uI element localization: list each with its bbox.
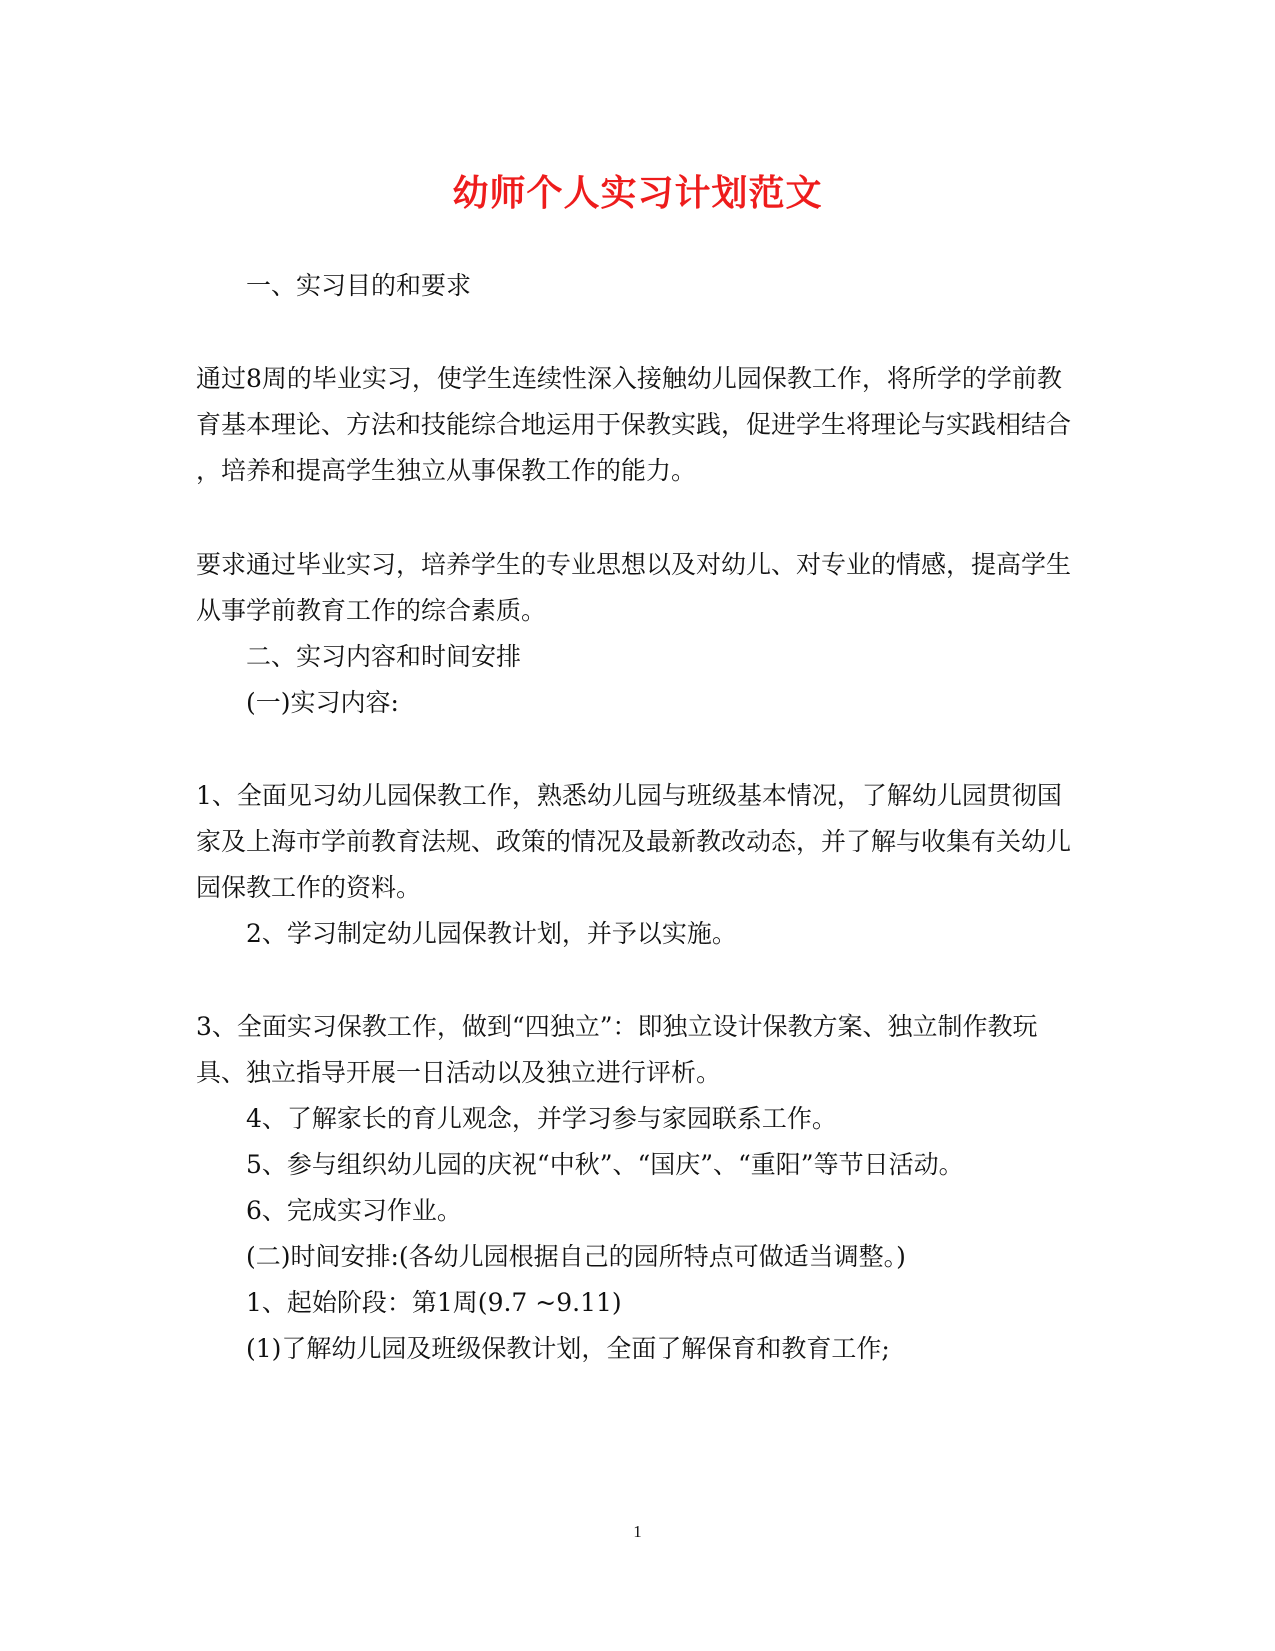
item-1-line-2: 家及上海市学前教育法规、政策的情况及最新教改动态，并了解与收集有关幼儿 [196, 827, 1072, 856]
subsection-heading-1: (一)实习内容: [246, 688, 399, 717]
item-2: 2、学习制定幼儿园保教计划，并予以实施。 [246, 919, 737, 948]
section-heading-2: 二、实习内容和时间安排 [246, 642, 522, 671]
item-3-line-2: 具、独立指导开展一日活动以及独立进行评析。 [196, 1058, 722, 1087]
item-3-line-1: 3、全面实习保教工作，做到“四独立”：即独立设计保教方案、独立制作教玩 [196, 1012, 1038, 1041]
item-1-line-3: 园保教工作的资料。 [196, 873, 422, 902]
paragraph-2-line-1: 要求通过毕业实习，培养学生的专业思想以及对幼儿、对专业的情感，提高学生 [196, 550, 1072, 579]
subsection-heading-2: (二)时间安排:(各幼儿园根据自己的园所特点可做适当调整。) [246, 1242, 906, 1271]
paragraph-1-line-3: ，培养和提高学生独立从事保教工作的能力。 [196, 456, 697, 485]
item-6: 6、完成实习作业。 [246, 1196, 462, 1225]
section-heading-1: 一、实习目的和要求 [246, 271, 472, 300]
stage-1-heading: 1、起始阶段：第1周(9.7 ~9.11) [246, 1288, 622, 1317]
paragraph-1-line-1: 通过8周的毕业实习，使学生连续性深入接触幼儿园保教工作，将所学的学前教 [196, 364, 1062, 393]
paragraph-1-line-2: 育基本理论、方法和技能综合地运用于保教实践，促进学生将理论与实践相结合 [196, 410, 1072, 439]
page-number: 1 [633, 1522, 642, 1541]
document-title: 幼师个人实习计划范文 [452, 172, 823, 214]
paragraph-2-line-2: 从事学前教育工作的综合素质。 [196, 596, 547, 625]
item-5: 5、参与组织幼儿园的庆祝“中秋”、“国庆”、“重阳”等节日活动。 [246, 1150, 964, 1179]
item-4: 4、了解家长的育儿观念，并学习参与家园联系工作。 [246, 1104, 837, 1133]
item-1-line-1: 1、全面见习幼儿园保教工作，熟悉幼儿园与班级基本情况，了解幼儿园贯彻国 [196, 781, 1062, 810]
stage-1-item-1: (1)了解幼儿园及班级保教计划，全面了解保育和教育工作; [246, 1334, 890, 1363]
